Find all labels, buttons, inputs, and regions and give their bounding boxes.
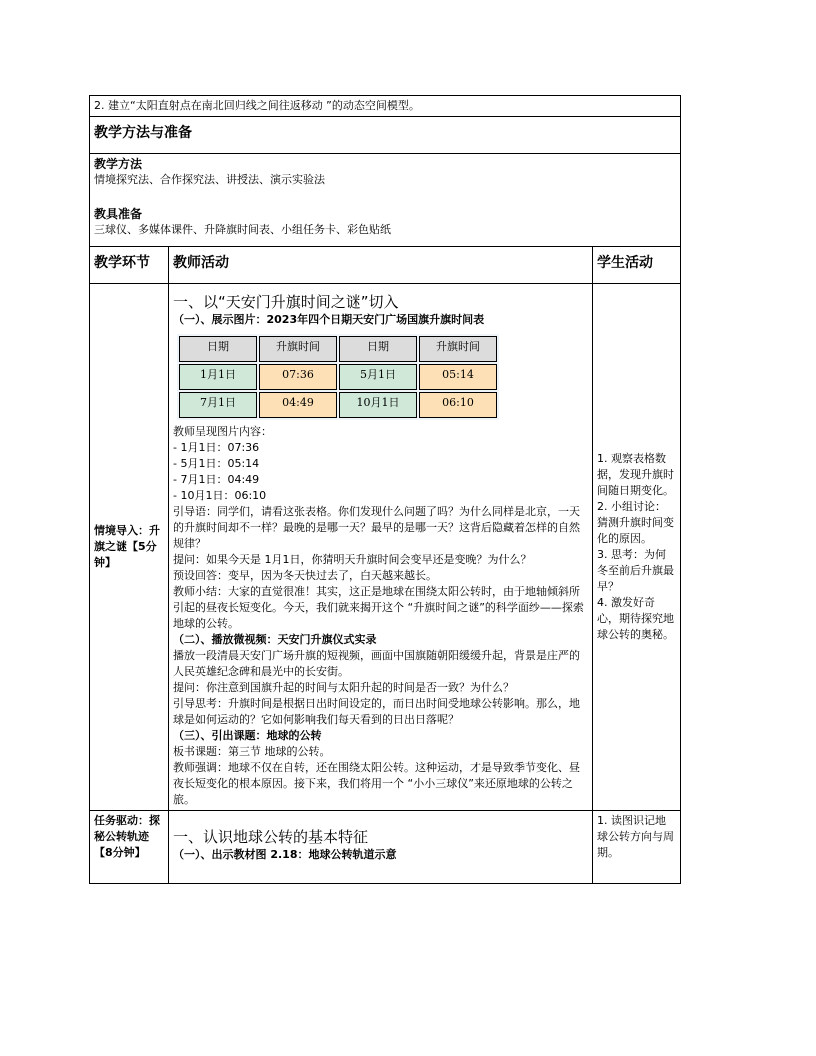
mini-time-cell: 05:14 [419, 364, 497, 390]
methods-label: 教学方法 [94, 157, 143, 171]
mini-header-cell: 日期 [339, 336, 417, 362]
stage-row-intro [90, 284, 681, 811]
student-item: 1. 观察表格数据，发现升旗时间随日期变化。 [597, 452, 674, 497]
objective-row [90, 96, 681, 117]
methods-content-row [90, 154, 681, 247]
mini-row [179, 364, 497, 390]
header-stage: 教学环节 [94, 255, 150, 271]
intro-line: - 1月1日：07:36 [173, 441, 260, 454]
student-item: 4. 激发好奇心，期待探究地球公转的奥秘。 [597, 596, 674, 641]
intro-line: 教师小结：大家的直觉很准！其实，这正是地球在围绕太阳公转时，由于地轴倾斜所引起的昼夜长短变化。今天，我们就来揭开这个 “升旗时间之谜”的科学面纱——探索地球的公转。 [173, 585, 584, 630]
task-sub1: （一）、出示教材图 2.18：地球公转轨道示意 [173, 848, 397, 861]
teacher-activity-intro [169, 284, 593, 811]
mini-header-cell: 日期 [179, 336, 257, 362]
methods-heading-row [90, 117, 681, 154]
lesson-table [89, 95, 681, 884]
intro-sub2: （二）、播放微视频：天安门升旗仪式实录 [173, 633, 377, 646]
stage-row-task [90, 811, 681, 884]
intro-line: 引导思考：升旗时间是根据日出时间设定的，而日出时间受地球公转影响。那么，地球是如何运动的？它如何影响我们每天看到的日出日落呢？ [173, 697, 580, 726]
mini-time-cell: 07:36 [259, 364, 337, 390]
column-header-row [90, 247, 681, 284]
mini-time-cell: 04:49 [259, 392, 337, 418]
flag-raising-time-table [177, 334, 499, 420]
student-activity-task [593, 811, 681, 884]
stage-task-label: 任务驱动：探秘公转轨迹【8分钟】 [94, 814, 160, 859]
tools-text: 三球仪、多媒体课件、升降旗时间表、小组任务卡、彩色贴纸 [94, 223, 391, 236]
intro-sub1: （一）、展示图片：2023年四个日期天安门广场国旗升旗时间表 [173, 313, 485, 326]
mini-row [179, 392, 497, 418]
student-activity-intro [593, 284, 681, 811]
stage-intro-label: 情境导入：升旗之谜【5分钟】 [94, 524, 160, 569]
intro-line: 播放一段清晨天安门广场升旗的短视频，画面中国旗随朝阳缓缓升起，背景是庄严的人民英雄纪念碑和晨光中的长安街。 [173, 649, 580, 678]
intro-line: 提问：如果今天是 1月1日，你猜明天升旗时间会变早还是变晚？为什么？ [173, 553, 532, 566]
intro-line: 预设回答：变早，因为冬天快过去了，白天越来越长。 [173, 569, 437, 582]
mini-header-row [179, 336, 497, 362]
mini-header-cell: 升旗时间 [419, 336, 497, 362]
objective-text: 2. 建立“太阳直射点在南北回归线之间往返移动 ”的动态空间模型。 [90, 96, 681, 117]
teacher-activity-task [169, 811, 593, 884]
intro-line: - 10月1日：06:10 [173, 489, 267, 502]
intro-section-title: 一、以“天安门升旗时间之谜”切入 [173, 293, 399, 311]
task-section-title: 一、认识地球公转的基本特征 [173, 828, 369, 846]
mini-date-cell: 7月1日 [179, 392, 257, 418]
lesson-plan-document [89, 95, 680, 884]
intro-line: 板书课题：第三节 地球的公转。 [173, 745, 331, 758]
mini-date-cell: 1月1日 [179, 364, 257, 390]
intro-line: 引导语：同学们，请看这张表格。你们发现什么问题了吗？为什么同样是北京，一天的升旗时间却不一样？最晚的是哪一天？最早的是哪一天？这背后隐藏着怎样的自然规律？ [173, 505, 580, 550]
header-student: 学生活动 [597, 255, 653, 271]
intro-line: 教师强调：地球不仅在自转，还在围绕太阳公转。这种运动，才是导致季节变化、昼夜长短变化的根本原因。接下来，我们将用一个 “小小三球仪”来还原地球的公转之旅。 [173, 761, 580, 806]
student-item: 3. 思考：为何冬至前后升旗最早？ [597, 548, 674, 593]
intro-line: - 5月1日：05:14 [173, 457, 260, 470]
methods-text: 情境探究法、合作探究法、讲授法、演示实验法 [94, 173, 325, 186]
tools-label: 教具准备 [94, 207, 143, 221]
intro-line: 教师呈现图片内容： [173, 425, 272, 438]
student-item: 2. 小组讨论：猜测升旗时间变化的原因。 [597, 500, 674, 545]
intro-sub3: （三）、引出课题：地球的公转 [173, 729, 322, 742]
intro-line: - 7月1日：04:49 [173, 473, 260, 486]
methods-heading: 教学方法与准备 [94, 125, 192, 141]
mini-header-cell: 升旗时间 [259, 336, 337, 362]
intro-line: 提问：你注意到国旗升起的时间与太阳升起的时间是否一致？为什么？ [173, 681, 514, 694]
header-teacher: 教师活动 [173, 255, 229, 271]
student-item: 1. 读图识记地球公转方向与周期。 [597, 814, 674, 859]
mini-date-cell: 10月1日 [339, 392, 417, 418]
mini-time-cell: 06:10 [419, 392, 497, 418]
mini-date-cell: 5月1日 [339, 364, 417, 390]
